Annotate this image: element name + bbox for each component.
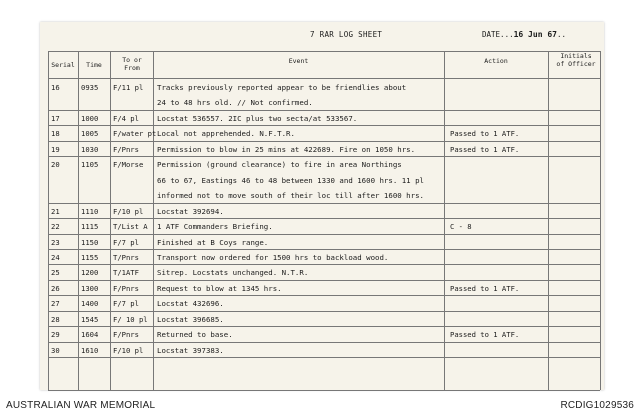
row-divider xyxy=(48,326,600,327)
entry-serial: 25 xyxy=(51,268,60,278)
entry-to-from: F/10 pl xyxy=(113,206,144,216)
entry-action: Passed to 1 ATF. xyxy=(450,144,520,154)
row-divider xyxy=(48,203,600,204)
entry-serial: 26 xyxy=(51,283,60,293)
entry-event-line: Returned to base. xyxy=(157,330,233,340)
entry-time: 1000 xyxy=(81,113,99,123)
row-divider xyxy=(48,234,600,235)
entry-time: 1110 xyxy=(81,206,99,216)
sheet-date xyxy=(482,30,566,39)
entry-event-line: 24 to 48 hrs old. // Not confirmed. xyxy=(157,98,313,108)
col-divider xyxy=(78,51,79,390)
entry-event-line: Request to blow at 1345 hrs. xyxy=(157,283,282,293)
entry-time: 1030 xyxy=(81,144,99,154)
row-divider xyxy=(48,357,600,358)
entry-to-from: F/Pnrs xyxy=(113,283,139,293)
entry-to-from: F/11 pl xyxy=(113,83,144,92)
entry-event-line: 1 ATF Commanders Briefing. xyxy=(157,222,273,232)
row-divider xyxy=(48,110,600,111)
entry-serial: 28 xyxy=(51,314,60,324)
col-divider xyxy=(548,51,549,390)
entry-action: Passed to 1 ATF. xyxy=(450,129,520,139)
entry-time: 1200 xyxy=(81,268,99,278)
entry-to-from: T/Pnrs xyxy=(113,252,139,262)
entry-action: C - 8 xyxy=(450,222,472,232)
row-divider xyxy=(48,311,600,312)
table-border-top xyxy=(48,51,600,52)
entry-time: 1604 xyxy=(81,330,99,340)
date-label: DATE... xyxy=(482,30,514,39)
entry-serial: 24 xyxy=(51,252,60,262)
entry-time: 1545 xyxy=(81,314,99,324)
entry-event-line: informed not to move south of their loc till after 1600 hrs. xyxy=(157,191,424,201)
entry-to-from: F/7 pl xyxy=(113,237,139,247)
entry-event-line: Sitrep. Locstats unchanged. N.T.R. xyxy=(157,268,309,278)
header-event: Event xyxy=(288,57,309,65)
header-to-from: To or From xyxy=(122,56,142,72)
entry-event-line: Finished at B Coys range. xyxy=(157,237,269,247)
entry-to-from: F/4 pl xyxy=(113,113,139,123)
entry-event-line: Transport now ordered for 1500 hrs to backload wood. xyxy=(157,252,389,262)
row-divider xyxy=(48,218,600,219)
table-border-bottom xyxy=(48,390,600,391)
entry-serial: 21 xyxy=(51,206,60,216)
entry-time: 1105 xyxy=(81,160,99,170)
entry-event-line: Locstat 396685. xyxy=(157,314,224,324)
header-divider xyxy=(48,78,600,79)
entry-time: 1115 xyxy=(81,222,99,232)
header-time: Time xyxy=(86,61,102,69)
entry-serial: 20 xyxy=(51,160,60,170)
col-divider xyxy=(600,51,601,390)
row-divider xyxy=(48,141,600,142)
col-divider xyxy=(444,51,445,390)
entry-to-from: F/Pnrs xyxy=(113,144,139,154)
row-divider xyxy=(48,295,600,296)
entry-to-from: F/ 10 pl xyxy=(113,314,148,324)
row-divider xyxy=(48,156,600,157)
entry-event-line: 66 to 67, Eastings 46 to 48 between 1330 and 1600 hrs. 11 pl xyxy=(157,175,424,185)
entry-event-line: Locstat 392694. xyxy=(157,206,224,216)
entry-event-line: Locstat 432696. xyxy=(157,299,224,309)
row-divider xyxy=(48,249,600,250)
entry-serial: 29 xyxy=(51,330,60,340)
row-divider xyxy=(48,280,600,281)
entry-to-from: T/1ATF xyxy=(113,268,139,278)
entry-time: 1150 xyxy=(81,237,99,247)
entry-action: Passed to 1 ATF. xyxy=(450,330,520,340)
entry-to-from: T/List A xyxy=(113,222,148,232)
entry-serial: 17 xyxy=(51,113,60,123)
entry-event-line: Locstat 397383. xyxy=(157,345,224,355)
col-divider xyxy=(110,51,111,390)
date-suffix: .. xyxy=(556,30,566,39)
entry-time: 1610 xyxy=(81,345,99,355)
entry-time: 1155 xyxy=(81,252,99,262)
entry-action: Passed to 1 ATF. xyxy=(450,283,520,293)
entry-to-from: F/7 pl xyxy=(113,299,139,309)
entry-time: 1005 xyxy=(81,129,99,139)
header-initials: Initials of Officer xyxy=(556,52,596,68)
entry-time: 1300 xyxy=(81,283,99,293)
log-table xyxy=(48,51,600,390)
row-divider xyxy=(48,342,600,343)
entry-event-line: Tracks previously reported appear to be friendlies about xyxy=(157,83,407,92)
entry-serial: 22 xyxy=(51,222,60,232)
row-divider xyxy=(48,125,600,126)
entry-serial: 16 xyxy=(51,83,60,92)
entry-to-from: F/Pnrs xyxy=(113,330,139,340)
row-divider xyxy=(48,264,600,265)
entry-event-line: Permission (ground clearance) to fire in area Northings xyxy=(157,160,402,170)
entry-serial: 30 xyxy=(51,345,60,355)
header-serial: Serial xyxy=(51,61,75,69)
entry-serial: 23 xyxy=(51,237,60,247)
entry-to-from: F/water pt xyxy=(113,129,157,139)
date-value: 16 Jun 67 xyxy=(513,30,557,39)
entry-to-from: F/Morse xyxy=(113,160,144,170)
col-divider xyxy=(153,51,154,390)
entry-time: 0935 xyxy=(81,83,99,92)
entry-event-line: Local not apprehended. N.F.T.R. xyxy=(157,129,295,139)
col-divider xyxy=(48,51,49,390)
entry-serial: 18 xyxy=(51,129,60,139)
archive-reference: RCDIG1029536 xyxy=(560,400,634,411)
entry-serial: 19 xyxy=(51,144,60,154)
entry-time: 1400 xyxy=(81,299,99,309)
log-sheet xyxy=(40,22,604,390)
entry-event-line: Permission to blow in 25 mins at 422689. Fire on 1050 hrs. xyxy=(157,144,416,154)
entry-to-from: F/10 pl xyxy=(113,345,144,355)
header-action: Action xyxy=(484,57,508,65)
sheet-title: 7 RAR LOG SHEET xyxy=(310,30,383,39)
archive-credit: AUSTRALIAN WAR MEMORIAL xyxy=(6,400,156,411)
entry-serial: 27 xyxy=(51,299,60,309)
entry-event-line: Locstat 536557. 2IC plus two secta/at 533567. xyxy=(157,113,358,123)
